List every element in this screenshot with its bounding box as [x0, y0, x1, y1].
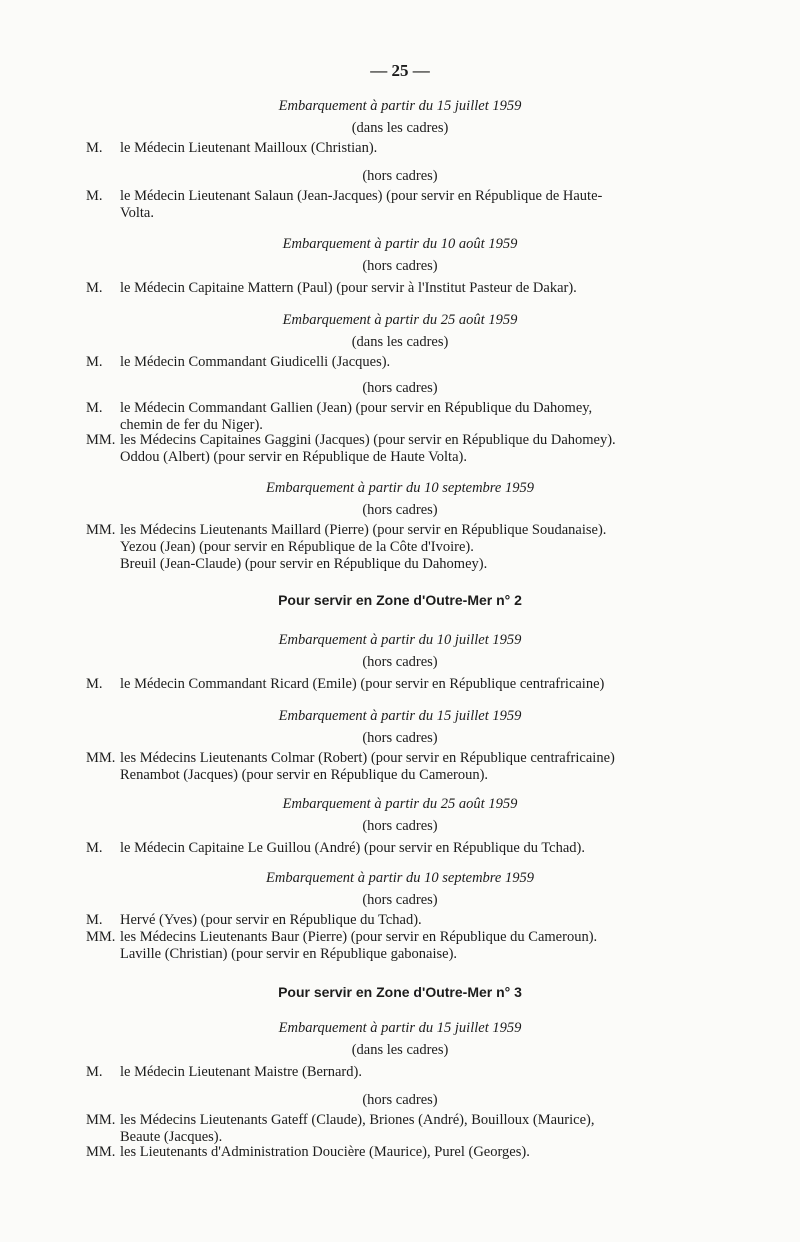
list-item	[86, 354, 712, 371]
entry-text: le Médecin Commandant Giudicelli (Jacques).	[120, 354, 391, 370]
list-item	[86, 750, 712, 784]
entry-text: le Médecin Lieutenant Mailloux (Christian).	[120, 140, 378, 156]
entry-text: le Médecin Commandant Ricard (Emile) (pour servir en République centrafricaine)	[120, 676, 605, 692]
section-heading: Embarquement à partir du 15 juillet 1959	[278, 708, 522, 724]
list-item	[86, 1112, 712, 1146]
list-item	[86, 676, 712, 693]
list-item	[86, 1144, 712, 1161]
section-subheading: (dans les cadres)	[351, 334, 449, 350]
entry-prefix: MM.	[86, 432, 116, 448]
entry-text: Beaute (Jacques).	[120, 1129, 223, 1145]
entry-text: Breuil (Jean-Claude) (pour servir en République du Dahomey).	[120, 556, 488, 572]
list-item	[86, 432, 712, 466]
section-heading: Embarquement à partir du 15 juillet 1959	[278, 98, 522, 114]
list-item	[86, 912, 712, 963]
list-item	[86, 840, 712, 857]
section-subheading: (hors cadres)	[362, 654, 438, 670]
entry-text: chemin de fer du Niger).	[120, 417, 263, 433]
section-subheading: (hors cadres)	[362, 258, 438, 274]
entry-text: Hervé (Yves) (pour servir en République du Tchad).	[120, 912, 422, 928]
entry-prefix: M.	[86, 1064, 103, 1080]
entry-prefix: M.	[86, 354, 103, 370]
entry-text: le Médecin Lieutenant Maistre (Bernard).	[120, 1064, 362, 1080]
entry-text: les Médecins Lieutenants Colmar (Robert) (pour servir en République centrafricaine)	[120, 750, 615, 766]
section-subheading: (hors cadres)	[362, 380, 438, 396]
list-item	[86, 140, 712, 157]
section-subheading: (hors cadres)	[362, 818, 438, 834]
entry-prefix: M.	[86, 840, 103, 856]
entry-prefix: M.	[86, 676, 103, 692]
list-item	[86, 522, 712, 573]
section-heading: Embarquement à partir du 10 juillet 1959	[278, 632, 522, 648]
entry-text: Laville (Christian) (pour servir en République gabonaise).	[120, 946, 458, 962]
section-subheading: (hors cadres)	[362, 502, 438, 518]
entry-text: le Médecin Capitaine Le Guillou (André) (pour servir en République du Tchad).	[120, 840, 585, 856]
section-heading: Embarquement à partir du 15 juillet 1959	[278, 1020, 522, 1036]
section-heading: Embarquement à partir du 25 août 1959	[282, 796, 518, 812]
section-subheading: (hors cadres)	[362, 730, 438, 746]
entry-prefix: M.	[86, 280, 103, 296]
entry-text: Yezou (Jean) (pour servir en République de la Côte d'Ivoire).	[120, 539, 474, 555]
list-item	[86, 400, 712, 434]
entry-text: les Médecins Lieutenants Baur (Pierre) (pour servir en République du Cameroun).	[120, 929, 598, 945]
entry-prefix: MM.	[86, 929, 116, 945]
section-heading: Embarquement à partir du 10 août 1959	[282, 236, 518, 252]
section-heading: Embarquement à partir du 10 septembre 1959	[266, 870, 534, 886]
list-item	[86, 280, 712, 297]
entry-prefix: MM.	[86, 1112, 116, 1128]
entry-text: le Médecin Capitaine Mattern (Paul) (pour servir à l'Institut Pasteur de Dakar).	[120, 280, 577, 296]
entry-text: les Médecins Capitaines Gaggini (Jacques) (pour servir en République du Dahomey).	[120, 432, 616, 448]
section-subheading: (hors cadres)	[362, 1092, 438, 1108]
section-subheading: (dans les cadres)	[351, 120, 449, 136]
list-item	[86, 188, 712, 222]
section-subheading: (hors cadres)	[362, 892, 438, 908]
entry-prefix: M.	[86, 188, 103, 204]
entry-text: les Médecins Lieutenants Gateff (Claude), Briones (André), Bouilloux (Maurice),	[120, 1112, 595, 1128]
section-heading: Embarquement à partir du 25 août 1959	[282, 312, 518, 328]
section-subheading: (dans les cadres)	[351, 1042, 449, 1058]
entry-prefix: M.	[86, 400, 103, 416]
entry-text: Volta.	[120, 205, 154, 221]
entry-text: les Médecins Lieutenants Maillard (Pierre) (pour servir en République Soudanaise).	[120, 522, 607, 538]
section-heading: Embarquement à partir du 10 septembre 1959	[266, 480, 534, 496]
page-number: — 25 —	[370, 61, 430, 80]
entry-text: Oddou (Albert) (pour servir en République de Haute Volta).	[120, 449, 467, 465]
zone-title: Pour servir en Zone d'Outre-Mer n° 3	[278, 984, 522, 1000]
entry-text: Renambot (Jacques) (pour servir en République du Cameroun).	[120, 767, 489, 783]
entry-prefix: MM.	[86, 750, 116, 766]
entry-prefix: MM.	[86, 522, 116, 538]
entry-prefix: MM.	[86, 1144, 116, 1160]
entry-prefix: M.	[86, 140, 103, 156]
entry-text: le Médecin Commandant Gallien (Jean) (pour servir en République du Dahomey,	[120, 400, 593, 416]
entry-text: le Médecin Lieutenant Salaun (Jean-Jacques) (pour servir en République de Haute-	[120, 188, 603, 204]
list-item	[86, 1064, 712, 1081]
section-subheading: (hors cadres)	[362, 168, 438, 184]
entry-text: les Lieutenants d'Administration Doucière (Maurice), Purel (Georges).	[120, 1144, 530, 1160]
zone-title: Pour servir en Zone d'Outre-Mer n° 2	[278, 592, 522, 608]
entry-prefix: M.	[86, 912, 103, 928]
